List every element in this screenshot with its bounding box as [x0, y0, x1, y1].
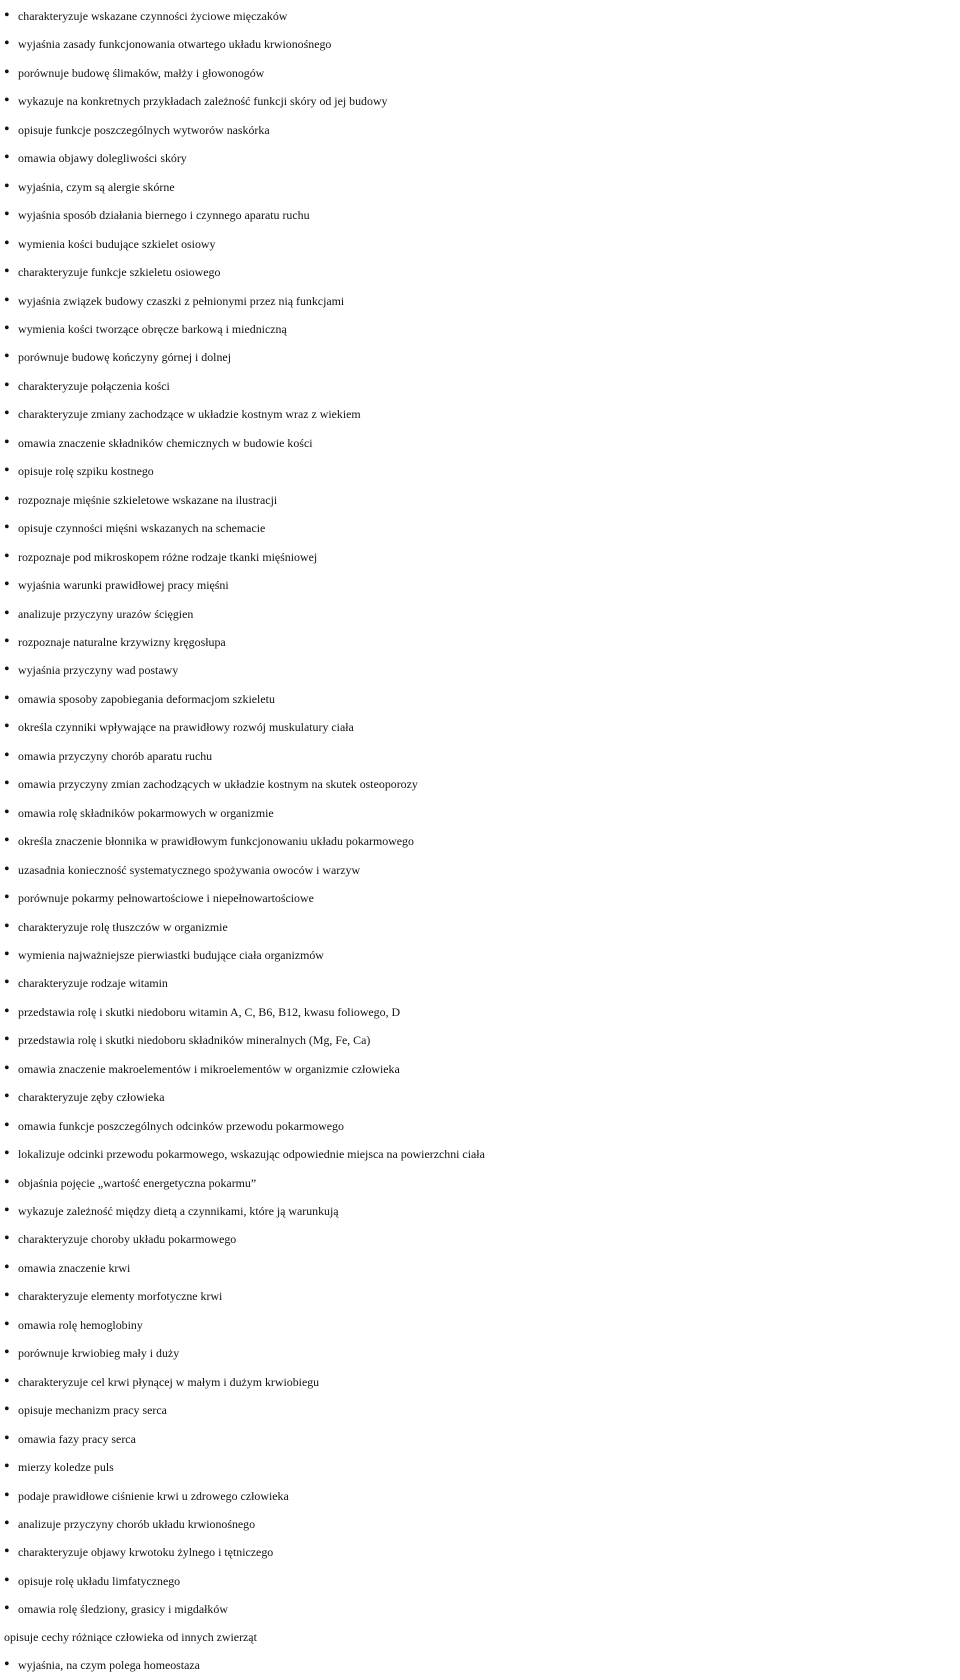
list-item: • lokalizuje odcinki przewodu pokarmowego, wskazując odpowiednie miejsca na powierzchni ciała — [4, 1140, 960, 1168]
list-item: • porównuje budowę kończyny górnej i dolnej — [4, 343, 960, 371]
list-item: • omawia rolę składników pokarmowych w organizmie — [4, 799, 960, 827]
list-item: • opisuje funkcje poszczególnych wytworów naskórka — [4, 116, 960, 144]
list-item: • opisuje rolę szpiku kostnego — [4, 457, 960, 485]
list-item: • analizuje przyczyny urazów ścięgien — [4, 600, 960, 628]
list-item: • charakteryzuje zęby człowieka — [4, 1083, 960, 1111]
list-item: • charakteryzuje wskazane czynności życiowe mięczaków — [4, 2, 960, 30]
list-item: • omawia znaczenie składników chemicznych w budowie kości — [4, 429, 960, 457]
list-item: • przedstawia rolę i skutki niedoboru składników mineralnych (Mg, Fe, Ca) — [4, 1026, 960, 1054]
list-item: • charakteryzuje funkcje szkieletu osiowego — [4, 258, 960, 286]
list-item: • omawia funkcje poszczególnych odcinków przewodu pokarmowego — [4, 1112, 960, 1140]
list-item: • omawia fazy pracy serca — [4, 1425, 960, 1453]
list-item: • omawia rolę śledziony, grasicy i migdałków — [4, 1595, 960, 1623]
list-item: • rozpoznaje naturalne krzywizny kręgosłupa — [4, 628, 960, 656]
list-item: • wykazuje zależność między dietą a czynnikami, które ją warunkują — [4, 1197, 960, 1225]
list-item: • porównuje krwiobieg mały i duży — [4, 1339, 960, 1367]
list-item: • charakteryzuje rolę tłuszczów w organizmie — [4, 913, 960, 941]
list-item: • określa czynniki wpływające na prawidłowy rozwój muskulatury ciała — [4, 713, 960, 741]
list-item: • omawia przyczyny chorób aparatu ruchu — [4, 742, 960, 770]
list-item: • charakteryzuje zmiany zachodzące w układzie kostnym wraz z wiekiem — [4, 400, 960, 428]
list-item: • wymienia kości tworzące obręcze barkową i miedniczną — [4, 315, 960, 343]
list-item: opisuje cechy różniące człowieka od innych zwierząt — [4, 1629, 257, 1644]
list-item: • opisuje mechanizm pracy serca — [4, 1396, 960, 1424]
list-item: • rozpoznaje mięśnie szkieletowe wskazane na ilustracji — [4, 486, 960, 514]
list-item: • wyjaśnia, czym są alergie skórne — [4, 173, 960, 201]
list-item: • porównuje budowę ślimaków, małży i głowonogów — [4, 59, 960, 87]
list-item: • opisuje rolę układu limfatycznego — [4, 1567, 960, 1595]
list-item: • omawia objawy dolegliwości skóry — [4, 144, 960, 172]
list-item: • wyjaśnia związek budowy czaszki z pełnionymi przez nią funkcjami — [4, 287, 960, 315]
list-item: • wymienia kości budujące szkielet osiowy — [4, 230, 960, 258]
list-item: • porównuje pokarmy pełnowartościowe i niepełnowartościowe — [4, 884, 960, 912]
list-item: • analizuje przyczyny chorób układu krwionośnego — [4, 1510, 960, 1538]
list-item: • wyjaśnia, na czym polega homeostaza — [4, 1651, 960, 1679]
list-item: • wyjaśnia zasady funkcjonowania otwartego układu krwionośnego — [4, 30, 960, 58]
list-item: • mierzy koledze puls — [4, 1453, 960, 1481]
list-item: • omawia sposoby zapobiegania deformacjom szkieletu — [4, 685, 960, 713]
list-item: • wykazuje na konkretnych przykładach zależność funkcji skóry od jej budowy — [4, 87, 960, 115]
list-item: • charakteryzuje cel krwi płynącej w małym i dużym krwiobiegu — [4, 1368, 960, 1396]
list-item: • przedstawia rolę i skutki niedoboru witamin A, C, B6, B12, kwasu foliowego, D — [4, 998, 960, 1026]
list-item: • wymienia najważniejsze pierwiastki budujące ciała organizmów — [4, 941, 960, 969]
list-item: • omawia znaczenie makroelementów i mikroelementów w organizmie człowieka — [4, 1055, 960, 1083]
list-item: • charakteryzuje połączenia kości — [4, 372, 960, 400]
list-item: • objaśnia pojęcie „wartość energetyczna pokarmu” — [4, 1169, 960, 1197]
list-item: • wyjaśnia przyczyny wad postawy — [4, 656, 960, 684]
list-item: • rozpoznaje pod mikroskopem różne rodzaje tkanki mięśniowej — [4, 543, 960, 571]
list-item: • charakteryzuje objawy krwotoku żylnego i tętniczego — [4, 1538, 960, 1566]
list-item: • opisuje czynności mięśni wskazanych na schemacie — [4, 514, 960, 542]
list-item: • omawia rolę hemoglobiny — [4, 1311, 960, 1339]
list-item: • omawia przyczyny zmian zachodzących w układzie kostnym na skutek osteoporozy — [4, 770, 960, 798]
list-item: • uzasadnia konieczność systematycznego spożywania owoców i warzyw — [4, 856, 960, 884]
list-item: • wyjaśnia warunki prawidłowej pracy mięśni — [4, 571, 960, 599]
list-item: • charakteryzuje rodzaje witamin — [4, 969, 960, 997]
list-item: • charakteryzuje elementy morfotyczne krwi — [4, 1282, 960, 1310]
list-item: • omawia znaczenie krwi — [4, 1254, 960, 1282]
list-item: • charakteryzuje choroby układu pokarmowego — [4, 1225, 960, 1253]
list-item: • podaje prawidłowe ciśnienie krwi u zdrowego człowieka — [4, 1482, 960, 1510]
list-item: • określa znaczenie błonnika w prawidłowym funkcjonowaniu układu pokarmowego — [4, 827, 960, 855]
list-item: • wyjaśnia sposób działania biernego i czynnego aparatu ruchu — [4, 201, 960, 229]
